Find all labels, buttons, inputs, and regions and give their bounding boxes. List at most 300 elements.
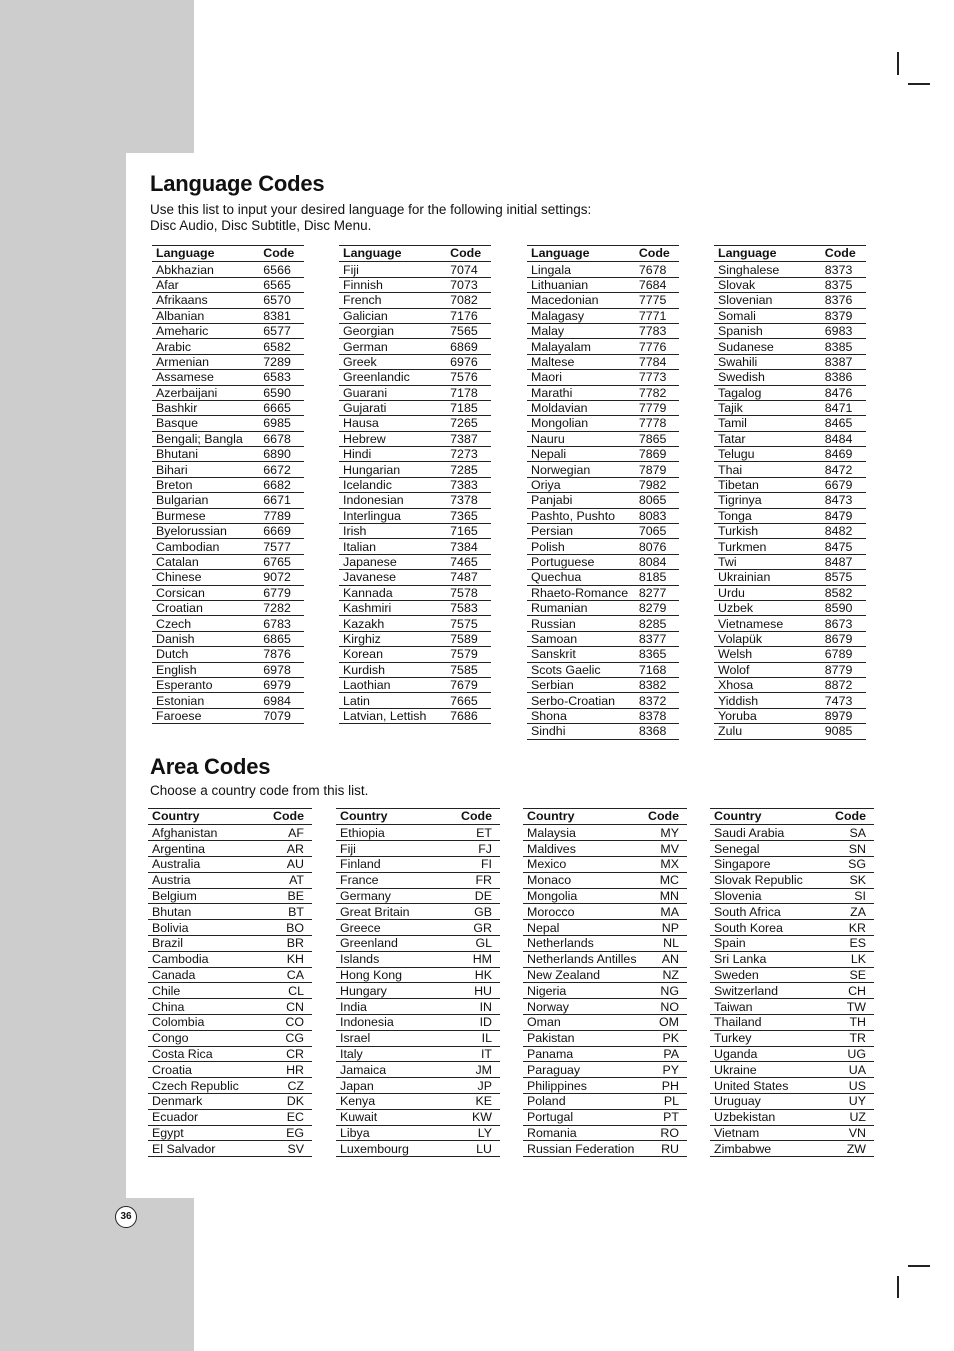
country-name: Mongolia	[523, 888, 641, 904]
table-row	[152, 600, 304, 615]
language-table	[339, 245, 491, 724]
table-row	[710, 1125, 874, 1141]
language-code: 7583	[450, 600, 491, 615]
table-row	[710, 888, 874, 904]
language-name: Esperanto	[152, 677, 263, 692]
table-row	[714, 724, 866, 739]
table-row	[714, 677, 866, 692]
table-row	[714, 554, 866, 569]
table-row	[152, 508, 304, 523]
country-name: Sri Lanka	[710, 951, 824, 967]
language-code: 7876	[263, 647, 304, 662]
table-row	[336, 1078, 500, 1094]
language-code: 7778	[639, 416, 679, 431]
language-table	[152, 245, 304, 724]
language-name: Moldavian	[527, 400, 639, 415]
table-row	[339, 385, 491, 400]
country-code: AF	[262, 825, 312, 841]
language-code: 8379	[825, 308, 866, 323]
table-header-row	[710, 809, 874, 825]
table-row	[527, 708, 679, 723]
country-name: Japan	[336, 1078, 449, 1094]
country-name: Panama	[523, 1046, 641, 1062]
language-name: Somali	[714, 308, 825, 323]
table-row	[339, 570, 491, 585]
table-row	[714, 477, 866, 492]
table-row	[714, 416, 866, 431]
language-code: 8582	[825, 585, 866, 600]
table-row	[714, 323, 866, 338]
language-code: 8385	[825, 339, 866, 354]
table-header-row	[148, 809, 312, 825]
column-header-code: Code	[825, 246, 866, 262]
table-row	[152, 323, 304, 338]
country-code: CN	[262, 999, 312, 1015]
language-name: Tagalog	[714, 385, 825, 400]
area-codes-description: Choose a country code from this list.	[150, 783, 369, 798]
language-name: Norwegian	[527, 462, 639, 477]
language-name: Nauru	[527, 431, 639, 446]
table-row	[527, 508, 679, 523]
language-name: Samoan	[527, 631, 639, 646]
language-code: 7982	[639, 477, 679, 492]
language-name: Kazakh	[339, 616, 450, 631]
table-row	[339, 431, 491, 446]
table-row	[527, 539, 679, 554]
table-row	[336, 951, 500, 967]
country-code: BR	[262, 935, 312, 951]
table-row	[336, 1030, 500, 1046]
table-row	[714, 524, 866, 539]
table-row	[710, 904, 874, 920]
country-code: AN	[641, 951, 687, 967]
country-code: NG	[641, 983, 687, 999]
table-row	[148, 1125, 312, 1141]
table-row	[336, 983, 500, 999]
table-header-row	[714, 246, 866, 262]
table-row	[339, 677, 491, 692]
column-header-name: Country	[523, 809, 641, 825]
table-row	[148, 825, 312, 841]
table-row	[710, 967, 874, 983]
table-row	[148, 904, 312, 920]
language-code: 8387	[825, 354, 866, 369]
language-code: 8076	[639, 539, 679, 554]
table-row	[710, 935, 874, 951]
country-name: Mexico	[523, 856, 641, 872]
language-name: Tibetan	[714, 477, 825, 492]
column-header-code: Code	[641, 809, 687, 825]
table-row	[339, 339, 491, 354]
language-name: Urdu	[714, 585, 825, 600]
language-code: 8378	[639, 708, 679, 723]
table-row	[339, 447, 491, 462]
language-name: Azerbaijani	[152, 385, 263, 400]
table-row	[714, 631, 866, 646]
table-row	[714, 708, 866, 723]
column-header-name: Country	[148, 809, 262, 825]
table-row	[339, 647, 491, 662]
language-code: 8381	[263, 308, 304, 323]
country-code: PY	[641, 1062, 687, 1078]
table-row	[710, 1030, 874, 1046]
country-code: SV	[262, 1141, 312, 1157]
language-code: 7779	[639, 400, 679, 415]
language-name: Telugu	[714, 447, 825, 462]
table-row	[714, 370, 866, 385]
language-code: 6869	[450, 339, 491, 354]
table-row	[527, 724, 679, 739]
table-row	[710, 841, 874, 857]
table-row	[339, 539, 491, 554]
table-row	[339, 354, 491, 369]
table-row	[339, 708, 491, 723]
country-code: DK	[262, 1093, 312, 1109]
language-code: 7282	[263, 600, 304, 615]
table-row	[714, 277, 866, 292]
language-code: 7789	[263, 508, 304, 523]
country-name: Italy	[336, 1046, 449, 1062]
language-name: Tigrinya	[714, 493, 825, 508]
language-code: 6566	[263, 262, 304, 277]
language-code: 7387	[450, 431, 491, 446]
table-row	[148, 935, 312, 951]
language-code: 7784	[639, 354, 679, 369]
language-code: 7579	[450, 647, 491, 662]
table-row	[336, 1014, 500, 1030]
country-name: Bolivia	[148, 920, 262, 936]
country-code: PA	[641, 1046, 687, 1062]
language-name: Latvian, Lettish	[339, 708, 450, 723]
country-name: Austria	[148, 872, 262, 888]
language-code: 8382	[639, 677, 679, 692]
country-code: US	[824, 1078, 874, 1094]
language-code: 8482	[825, 524, 866, 539]
table-row	[527, 308, 679, 323]
table-row	[527, 493, 679, 508]
table-row	[523, 983, 687, 999]
country-code: SK	[824, 872, 874, 888]
language-code: 7065	[639, 524, 679, 539]
language-name: Kurdish	[339, 662, 450, 677]
country-code: TW	[824, 999, 874, 1015]
language-name: Swedish	[714, 370, 825, 385]
table-row	[527, 293, 679, 308]
country-code: IT	[449, 1046, 500, 1062]
language-name: Malay	[527, 323, 639, 338]
language-name: Spanish	[714, 323, 825, 338]
table-row	[148, 983, 312, 999]
language-code: 6979	[263, 677, 304, 692]
language-code: 7665	[450, 693, 491, 708]
language-name: Pashto, Pushto	[527, 508, 639, 523]
country-code: CO	[262, 1014, 312, 1030]
table-row	[527, 570, 679, 585]
country-name: Uzbekistan	[710, 1109, 824, 1125]
language-name: Guarani	[339, 385, 450, 400]
table-row	[336, 841, 500, 857]
country-code: NO	[641, 999, 687, 1015]
language-code: 7773	[639, 370, 679, 385]
language-code: 7575	[450, 616, 491, 631]
language-name: Laothian	[339, 677, 450, 692]
table-row	[527, 385, 679, 400]
country-code: OM	[641, 1014, 687, 1030]
country-name: Senegal	[710, 841, 824, 857]
country-code: MY	[641, 825, 687, 841]
table-row	[523, 1078, 687, 1094]
language-name: Scots Gaelic	[527, 662, 639, 677]
language-name: Vietnamese	[714, 616, 825, 631]
table-row	[152, 524, 304, 539]
language-code: 8083	[639, 508, 679, 523]
table-row	[523, 1030, 687, 1046]
language-codes-title: Language Codes	[150, 171, 325, 196]
country-code: AU	[262, 856, 312, 872]
country-name: Taiwan	[710, 999, 824, 1015]
language-name: Slovak	[714, 277, 825, 292]
country-name: Hungary	[336, 983, 449, 999]
country-code: TR	[824, 1030, 874, 1046]
table-row	[152, 616, 304, 631]
table-row	[714, 354, 866, 369]
table-row	[527, 354, 679, 369]
table-row	[339, 616, 491, 631]
table-row	[339, 493, 491, 508]
table-row	[714, 693, 866, 708]
country-code: NP	[641, 920, 687, 936]
table-row	[336, 1109, 500, 1125]
language-code: 7869	[639, 447, 679, 462]
country-name: Kuwait	[336, 1109, 449, 1125]
country-name: South Korea	[710, 920, 824, 936]
table-row	[710, 920, 874, 936]
country-table	[336, 808, 500, 1157]
country-code: KE	[449, 1093, 500, 1109]
language-name: Bashkir	[152, 400, 263, 415]
table-row	[152, 370, 304, 385]
table-row	[152, 554, 304, 569]
language-name: Hausa	[339, 416, 450, 431]
table-header-row	[336, 809, 500, 825]
margin-band-left	[0, 153, 126, 1198]
country-name: United States	[710, 1078, 824, 1094]
table-row	[152, 631, 304, 646]
table-row	[523, 1014, 687, 1030]
language-name: Italian	[339, 539, 450, 554]
country-name: Slovak Republic	[710, 872, 824, 888]
table-row	[152, 462, 304, 477]
country-name: Belgium	[148, 888, 262, 904]
country-code: LY	[449, 1125, 500, 1141]
table-row	[527, 400, 679, 415]
table-row	[339, 416, 491, 431]
country-name: Russian Federation	[523, 1141, 641, 1157]
country-name: Costa Rica	[148, 1046, 262, 1062]
language-name: Ukrainian	[714, 570, 825, 585]
language-name: Finnish	[339, 277, 450, 292]
table-header-row	[152, 246, 304, 262]
language-code: 8475	[825, 539, 866, 554]
language-name: Afar	[152, 277, 263, 292]
table-row	[339, 524, 491, 539]
table-header-row	[523, 809, 687, 825]
country-name: Ethiopia	[336, 825, 449, 841]
country-name: Malaysia	[523, 825, 641, 841]
language-code: 8487	[825, 554, 866, 569]
language-name: Armenian	[152, 354, 263, 369]
country-table	[523, 808, 687, 1157]
country-name: Spain	[710, 935, 824, 951]
table-row	[527, 277, 679, 292]
language-name: Faroese	[152, 708, 263, 723]
table-row	[714, 585, 866, 600]
country-code: MX	[641, 856, 687, 872]
language-name: German	[339, 339, 450, 354]
language-code: 8484	[825, 431, 866, 446]
language-code: 8373	[825, 262, 866, 277]
language-name: Russian	[527, 616, 639, 631]
country-code: MA	[641, 904, 687, 920]
language-code: 6590	[263, 385, 304, 400]
table-row	[152, 570, 304, 585]
country-code: GL	[449, 935, 500, 951]
country-name: Argentina	[148, 841, 262, 857]
language-code: 8979	[825, 708, 866, 723]
country-code: LK	[824, 951, 874, 967]
table-row	[148, 1014, 312, 1030]
country-name: Vietnam	[710, 1125, 824, 1141]
country-code: KW	[449, 1109, 500, 1125]
table-row	[152, 262, 304, 277]
country-name: Israel	[336, 1030, 449, 1046]
table-row	[527, 447, 679, 462]
table-row	[336, 1141, 500, 1157]
table-row	[336, 872, 500, 888]
language-code: 8471	[825, 400, 866, 415]
language-name: Gujarati	[339, 400, 450, 415]
table-row	[710, 983, 874, 999]
country-code: NZ	[641, 967, 687, 983]
language-code: 8779	[825, 662, 866, 677]
table-row	[527, 462, 679, 477]
country-name: South Africa	[710, 904, 824, 920]
country-name: Islands	[336, 951, 449, 967]
language-name: Estonian	[152, 693, 263, 708]
language-code: 9085	[825, 724, 866, 739]
country-name: New Zealand	[523, 967, 641, 983]
language-code: 7082	[450, 293, 491, 308]
table-row	[710, 825, 874, 841]
language-name: English	[152, 662, 263, 677]
table-row	[710, 1141, 874, 1157]
table-row	[527, 554, 679, 569]
country-code: GB	[449, 904, 500, 920]
language-code: 7684	[639, 277, 679, 292]
country-code: EC	[262, 1109, 312, 1125]
table-row	[148, 841, 312, 857]
country-code: CR	[262, 1046, 312, 1062]
table-row	[339, 293, 491, 308]
country-name: Poland	[523, 1093, 641, 1109]
table-row	[714, 570, 866, 585]
table-row	[523, 1125, 687, 1141]
language-table	[527, 245, 679, 740]
language-name: Marathi	[527, 385, 639, 400]
table-row	[148, 1046, 312, 1062]
language-name: Galician	[339, 308, 450, 323]
language-name: Slovenian	[714, 293, 825, 308]
table-row	[339, 370, 491, 385]
country-name: Monaco	[523, 872, 641, 888]
country-name: France	[336, 872, 449, 888]
language-code: 7185	[450, 400, 491, 415]
country-name: Kenya	[336, 1093, 449, 1109]
language-code: 6678	[263, 431, 304, 446]
table-row	[339, 662, 491, 677]
country-name: Indonesia	[336, 1014, 449, 1030]
table-row	[152, 431, 304, 446]
table-row	[152, 693, 304, 708]
country-code: SI	[824, 888, 874, 904]
language-name: Zulu	[714, 724, 825, 739]
country-code: SA	[824, 825, 874, 841]
country-name: Uruguay	[710, 1093, 824, 1109]
language-name: Georgian	[339, 323, 450, 338]
table-row	[523, 888, 687, 904]
country-code: BO	[262, 920, 312, 936]
language-name: Icelandic	[339, 477, 450, 492]
table-row	[339, 693, 491, 708]
column-header-code: Code	[639, 246, 679, 262]
table-row	[714, 339, 866, 354]
table-row	[339, 554, 491, 569]
country-name: Afghanistan	[148, 825, 262, 841]
language-code: 6789	[825, 647, 866, 662]
table-row	[523, 825, 687, 841]
language-code: 6779	[263, 585, 304, 600]
language-code: 7782	[639, 385, 679, 400]
country-code: LU	[449, 1141, 500, 1157]
table-row	[336, 904, 500, 920]
table-row	[714, 431, 866, 446]
language-name: Assamese	[152, 370, 263, 385]
country-code: BE	[262, 888, 312, 904]
language-code: 7879	[639, 462, 679, 477]
country-name: Sweden	[710, 967, 824, 983]
language-code: 7165	[450, 524, 491, 539]
language-code: 8185	[639, 570, 679, 585]
table-row	[152, 539, 304, 554]
table-row	[710, 999, 874, 1015]
language-name: Kirghiz	[339, 631, 450, 646]
language-name: Sudanese	[714, 339, 825, 354]
country-code: ID	[449, 1014, 500, 1030]
country-code: RO	[641, 1125, 687, 1141]
table-row	[710, 1109, 874, 1125]
language-name: Serbo-Croatian	[527, 693, 639, 708]
country-name: Ecuador	[148, 1109, 262, 1125]
table-row	[523, 872, 687, 888]
language-name: Malagasy	[527, 308, 639, 323]
language-code: 6672	[263, 462, 304, 477]
table-row	[152, 339, 304, 354]
table-row	[148, 1109, 312, 1125]
country-name: Denmark	[148, 1093, 262, 1109]
table-row	[148, 872, 312, 888]
language-code: 8872	[825, 677, 866, 692]
column-header-code: Code	[262, 809, 312, 825]
